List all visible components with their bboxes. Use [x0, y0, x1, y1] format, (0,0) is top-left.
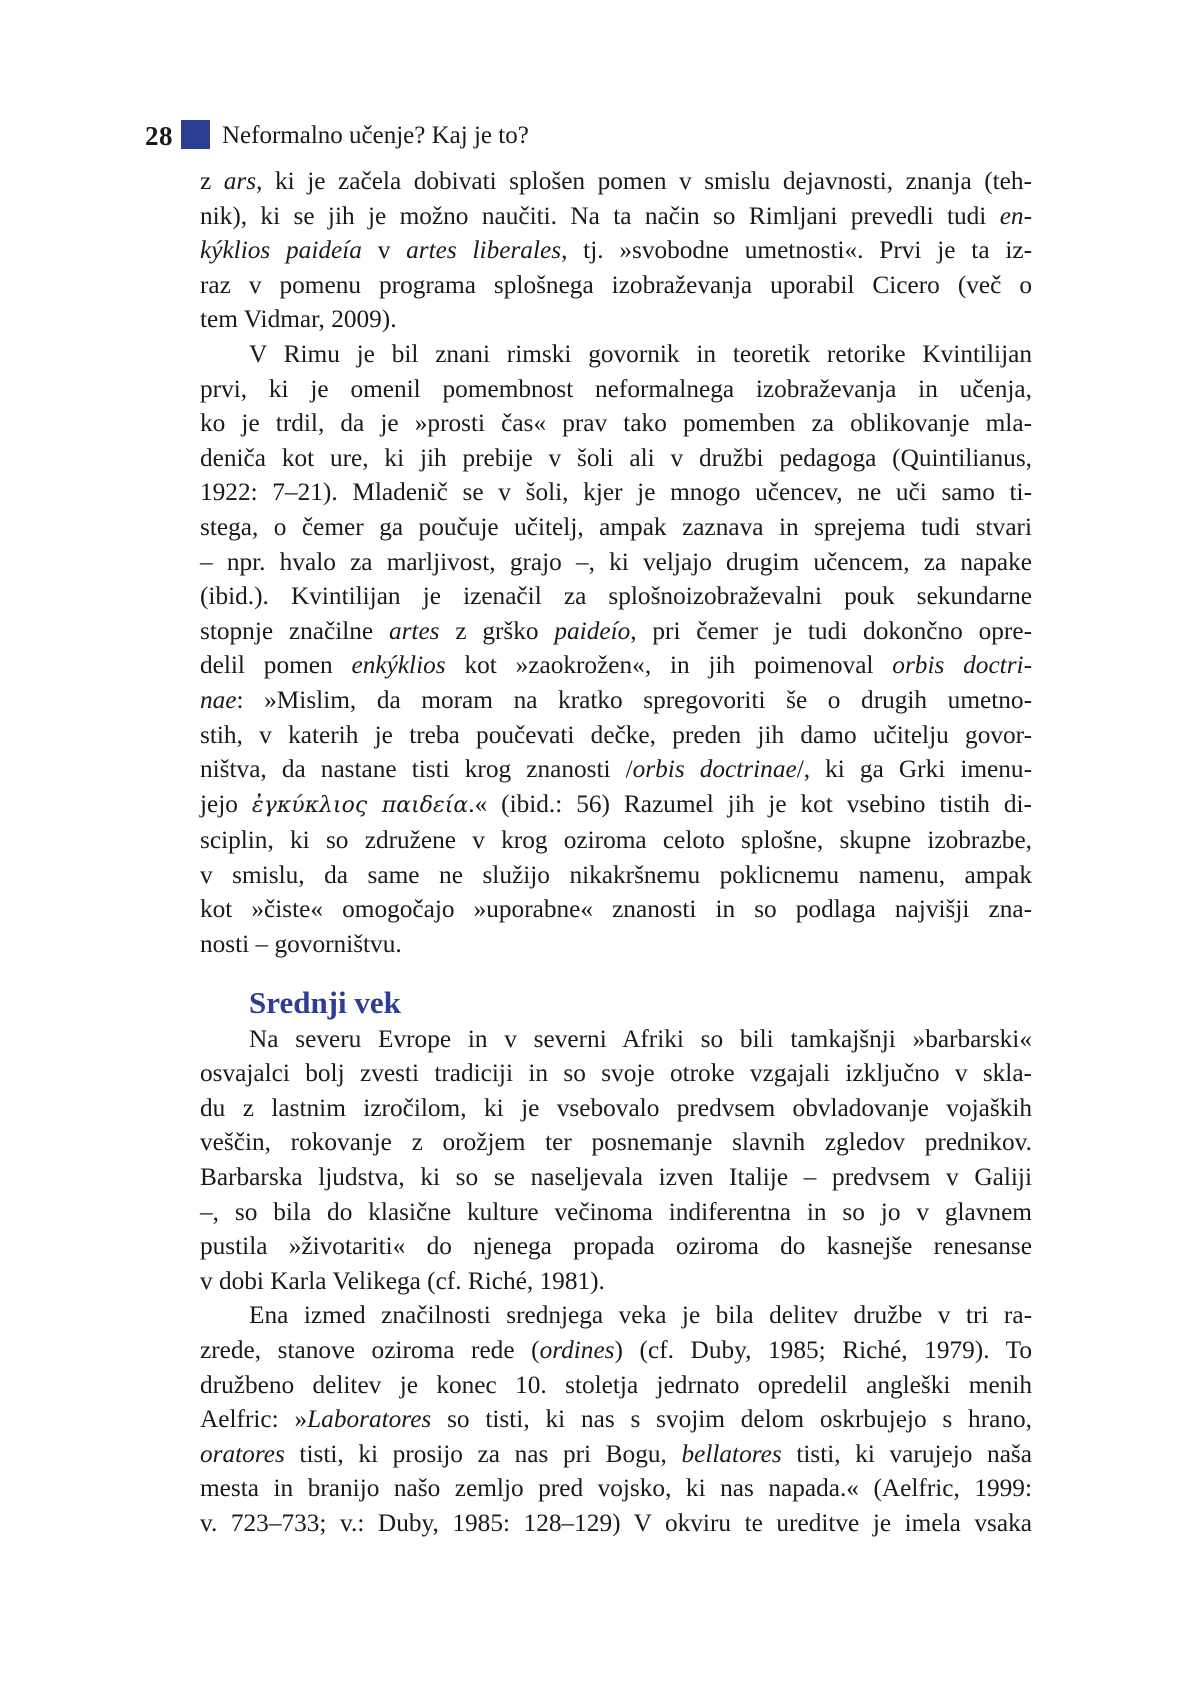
text-line: –, so bila do klasične kulture večinoma indiferentna in so jo v glavnem — [200, 1197, 1032, 1226]
greek-term: ἐγκύκλιος παιδεία — [251, 792, 469, 818]
paragraph-2 — [200, 337, 1032, 962]
italic-term: artes liberales — [406, 236, 562, 265]
text-line: v dobi Karla Velikega (cf. Riché, 1981). — [200, 1266, 605, 1295]
text-line: nosti – govorništvu. — [200, 930, 402, 959]
text-line: tem Vidmar, 2009). — [200, 305, 397, 334]
text-line: (ibid.). Kvintilijan je izenačil za splošnoizobraževalni pouk sekundarne — [200, 582, 1032, 611]
running-title: Neformalno učenje? Kaj je to? — [222, 122, 529, 149]
italic-term: enkýklios — [351, 651, 446, 680]
italic-term: artes — [388, 616, 440, 645]
text-line: veščin, rokovanje z orožjem ter posnemanje slavnih zgledov prednikov. — [200, 1128, 1032, 1157]
text-line: osvajalci bolj zvesti tradiciji in so svoje otroke vzgajali izključno v skla- — [200, 1059, 1032, 1088]
text-line: stopnje značilne artes z grško paideío, pri čemer je tudi dokončno opre- — [200, 616, 1032, 645]
text-line: v smislu, da same ne služijo nikakršnemu poklicnemu namenu, ampak — [200, 860, 1032, 889]
text-line: v. 723–733; v.: Duby, 1985: 128–129) V okviru te ureditve je imela vsaka — [200, 1508, 1032, 1537]
blue-square-icon — [181, 120, 210, 149]
text-line: mesta in branijo našo zemljo pred vojsko, ki nas napada.« (Aelfric, 1999: — [200, 1474, 1032, 1503]
italic-term: ordines — [539, 1336, 615, 1364]
text-line: nae: »Mislim, da moram na kratko spregovoriti še o drugih umetno- — [200, 685, 1032, 714]
text-line: Aelfric: »Laboratores so tisti, ki nas s svojim delom oskrbujejo s hrano, — [200, 1405, 1032, 1434]
text-line: z ars, ki je začela dobivati splošen pomen v smislu dejavnosti, znanja (teh- — [200, 167, 1032, 195]
paragraph-1 — [200, 164, 1032, 337]
italic-term: bellatores — [681, 1439, 782, 1468]
text-line: oratores tisti, ki prosijo za nas pri Bogu, bellatores tisti, ki varujejo naša — [200, 1439, 1032, 1468]
text-line: 1922: 7–21). Mladenič se v šoli, kjer je mnogo učencev, ne uči samo ti- — [200, 478, 1032, 507]
italic-term: Laboratores — [307, 1405, 432, 1434]
text-line: deniča kot ure, ki jih prebije v šoli ali v družbi pedagoga (Quintilianus, — [200, 443, 1032, 472]
paragraph-4 — [200, 1298, 1032, 1540]
text-line: kot »čiste« omogočajo »uporabne« znanosti in so podlaga najvišji zna- — [200, 895, 1032, 924]
italic-term: orbis doctrinae — [632, 755, 797, 784]
italic-term: oratores — [200, 1439, 285, 1468]
text-line: – npr. hvalo za marljivost, grajo –, ki veljajo drugim učencem, za napake — [200, 547, 1032, 576]
italic-term: kýklios paideía — [200, 236, 362, 265]
text-line: jejo ἐγκύκλιος παιδεία.« (ibid.: 56) Razumel jih je kot vsebino tistih di- — [200, 789, 1032, 818]
body-text — [200, 164, 1032, 1541]
text-line: du z lastnim izročilom, ki je vsebovalo predvsem obvladovanje vojaških — [200, 1093, 1032, 1122]
text-line: družbeno delitev je konec 10. stoletja jedrnato opredelil angleški menih — [200, 1370, 1032, 1399]
text-line: ništva, da nastane tisti krog znanosti /orbis doctrinae/, ki ga Grki imenu- — [200, 755, 1032, 784]
text-line: Ena izmed značilnosti srednjega veka je bila delitev družbe v tri ra- — [249, 1301, 1032, 1330]
italic-term: nae — [200, 685, 237, 714]
text-line: delil pomen enkýklios kot »zaokrožen«, in jih poimenoval orbis doctri- — [200, 651, 1032, 680]
paragraph-3 — [200, 1022, 1032, 1299]
italic-term: en- — [999, 201, 1032, 230]
running-header — [145, 118, 529, 154]
text-line: V Rimu je bil znani rimski govornik in teoretik retorike Kvintilijan — [249, 339, 1032, 368]
text-line: Na severu Evrope in v severni Afriki so bili tamkajšnji »barbarski« — [249, 1024, 1032, 1053]
text-line: stega, o čemer ga poučuje učitelj, ampak zaznava in sprejema tudi stvari — [200, 512, 1032, 541]
text-line: raz v pomenu programa splošnega izobraževanja uporabil Cicero (več o — [200, 270, 1032, 299]
italic-term: paideío — [554, 616, 631, 645]
text-line: prvi, ki je omenil pomembnost neformalnega izobraževanja in učenja, — [200, 374, 1032, 403]
italic-term: ars — [223, 167, 257, 195]
text-line: nik), ki se jih je možno naučiti. Na ta način so Rimljani prevedli tudi en- — [200, 201, 1032, 230]
page-number: 28 — [145, 120, 173, 151]
text-line: sciplin, ki so združene v krog oziroma celoto splošne, skupne izobrazbe, — [200, 826, 1032, 855]
text-line: pustila »životariti« do njenega propada oziroma do kasnejše renesanse — [200, 1232, 1032, 1261]
text-line: zrede, stanove oziroma rede (ordines) (cf. Duby, 1985; Riché, 1979). To — [200, 1336, 1032, 1364]
italic-term: orbis doctri- — [892, 651, 1032, 680]
text-line: ko je trdil, da je »prosti čas« prav tako pomemben za oblikovanje mla- — [200, 409, 1032, 438]
text-line: kýklios paideía v artes liberales, tj. »svobodne umetnosti«. Prvi je ta iz- — [200, 236, 1033, 265]
text-line: stih, v katerih je treba poučevati dečke, preden jih damo učitelju govor- — [200, 720, 1032, 749]
section-heading: Srednji vek — [249, 984, 401, 1020]
text-line: Barbarska ljudstva, ki so se naseljevala izven Italije – predvsem v Galiji — [200, 1163, 1032, 1192]
